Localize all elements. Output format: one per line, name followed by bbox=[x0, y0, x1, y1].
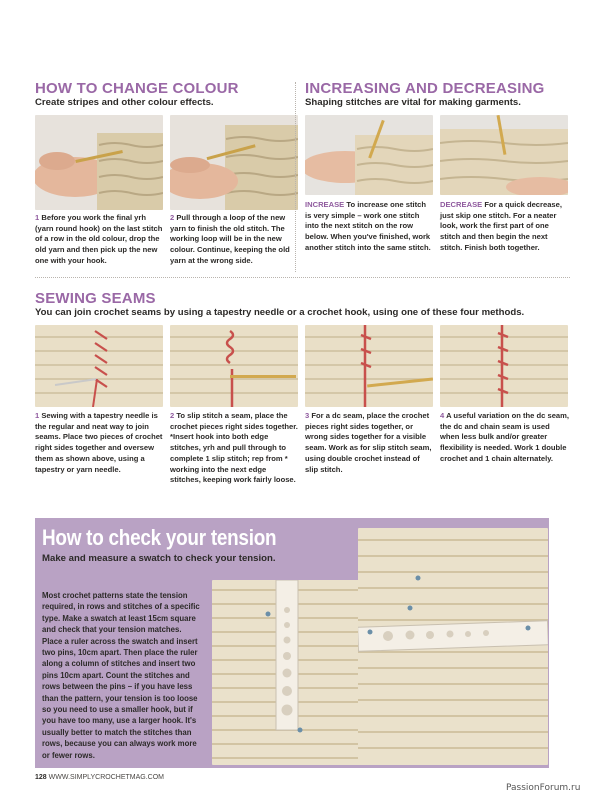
seam-photo-2 bbox=[170, 325, 298, 407]
seam-photo-1 bbox=[35, 325, 163, 407]
colour-caption-2 bbox=[170, 213, 298, 267]
colour-photo-2 bbox=[170, 115, 298, 210]
column-divider bbox=[295, 82, 296, 272]
step-number: 1 bbox=[35, 213, 40, 222]
seam-caption-1 bbox=[35, 411, 163, 475]
watermark: PassionForum.ru bbox=[506, 783, 581, 793]
swatch-photo-2 bbox=[358, 528, 548, 765]
colour-caption-1 bbox=[35, 213, 163, 267]
page-footer bbox=[35, 774, 164, 781]
site-url: WWW.SIMPLYCROCHETMAG.COM bbox=[48, 774, 165, 781]
seam-caption-3 bbox=[305, 411, 433, 475]
decrease-keyword: DECREASE bbox=[440, 200, 483, 209]
caption-text: Pull through a loop of the new yarn to finish the old stitch. The working loop will be in the new colour. Continue, keeping the old yarn at the wrong side. bbox=[170, 213, 290, 265]
colour-heading: HOW TO CHANGE COLOUR bbox=[35, 80, 239, 97]
tension-title-block bbox=[42, 525, 314, 551]
incdec-heading: INCREASING AND DECREASING bbox=[305, 80, 545, 97]
step-number: 3 bbox=[305, 411, 310, 420]
increase-caption bbox=[305, 200, 433, 254]
seams-section bbox=[35, 290, 524, 318]
caption-text: For a quick decrease, just skip one stitch. For a neater look, work the first part of one stitch and then begin the next stitch. Finish both together. bbox=[440, 200, 562, 252]
caption-text: Sewing with a tapestry needle is the regular and neat way to join seams. Place two pieces of crochet right sides together and oversew them as shown above, using a tapestry or yarn needle. bbox=[35, 411, 163, 474]
decrease-photo bbox=[440, 115, 568, 195]
tension-body-text: Most crochet patterns state the tension required, in rows and stitches of a specific type. Make a swatch at least 15cm square and check that your tension matches. Place a ruler across the swatch and insert two pins, 10cm apart. Then place the ruler along a column of stitches and insert two pins 10cm apart. Count the stitches and rows between the pins – if you have less than the pattern, your tension is too loose so you need to use a smaller hook, but if you have too many, use a larger hook. It's usually better to match the stitches than rows, because you can always work more or fewer rows. bbox=[42, 591, 200, 760]
incdec-section bbox=[305, 80, 544, 108]
incdec-subheading: Shaping stitches are vital for making garments. bbox=[305, 97, 521, 108]
caption-text: Before you work the final yrh (yarn round hook) on the last stitch of a row in the old colour, drop the old yarn and then pick up the new one with your hook. bbox=[35, 213, 163, 265]
seam-photo-3 bbox=[305, 325, 433, 407]
caption-text: For a dc seam, place the crochet pieces right sides together, or wrong sides together for a visible seam. Work as for slip stitch seam, using double crochet instead of slip stitch. bbox=[305, 411, 432, 474]
seams-heading: SEWING SEAMS bbox=[35, 290, 156, 307]
step-number: 2 bbox=[170, 213, 175, 222]
page-number: 128 bbox=[35, 774, 47, 781]
caption-text: To increase one stitch is very simple – work one stitch into the next stitch on the row below. When you've finished, work another stitch into the same stitch. bbox=[305, 200, 431, 252]
increase-photo bbox=[305, 115, 433, 195]
seam-photo-4 bbox=[440, 325, 568, 407]
caption-text: To slip stitch a seam, place the crochet pieces right sides together. *Insert hook into both edge stitches, yrh and pull through to complete 1 slip stitch; rep from * working into the next edge stitches, keeping work fairly loose. bbox=[170, 411, 298, 485]
seam-caption-4 bbox=[440, 411, 570, 465]
tension-subheading: Make and measure a swatch to check your tension. bbox=[42, 553, 276, 564]
colour-section bbox=[35, 80, 239, 108]
step-number: 4 bbox=[440, 411, 445, 420]
tension-heading: How to check your tension bbox=[42, 525, 277, 550]
seams-subheading: You can join crochet seams by using a tapestry needle or a crochet hook, using one of these four methods. bbox=[35, 307, 525, 318]
colour-subheading: Create stripes and other colour effects. bbox=[35, 97, 214, 108]
step-number: 1 bbox=[35, 411, 40, 420]
caption-text: A useful variation on the dc seam, the dc and chain seam is used when less bulk and/or greater flexibility is needed. Work 1 double crochet and 1 chain alternately. bbox=[440, 411, 569, 463]
decrease-caption bbox=[440, 200, 570, 254]
seam-caption-2 bbox=[170, 411, 298, 486]
swatch-photo-1 bbox=[212, 580, 360, 765]
colour-photo-1 bbox=[35, 115, 163, 210]
increase-keyword: INCREASE bbox=[305, 200, 345, 209]
section-divider bbox=[35, 277, 570, 278]
step-number: 2 bbox=[170, 411, 175, 420]
